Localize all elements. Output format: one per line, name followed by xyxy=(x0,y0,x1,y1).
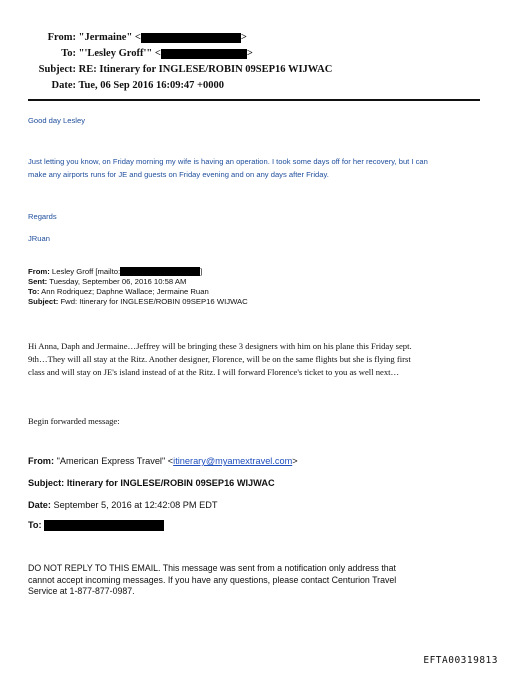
bates-number: EFTA00319813 xyxy=(423,655,498,666)
redaction-box xyxy=(161,49,247,59)
reply-body: Just letting you know, on Friday morning my wife is having an operation. I took some days off for her recovery, but I can make any airports runs for JE and guests on Friday evening and on any days after Friday. xyxy=(28,157,428,179)
subject-label: Subject: xyxy=(38,64,76,75)
to-value: "'Lesley Groff'" < xyxy=(78,48,161,59)
header-divider xyxy=(28,99,480,101)
header-subject-row xyxy=(28,62,332,78)
amex-date-row: Date: September 5, 2016 at 12:42:08 PM EDT xyxy=(28,500,218,510)
signature: JRuan xyxy=(28,234,50,243)
subject-value: RE: Itinerary for INGLESE/ROBIN 09SEP16 WIJWAC xyxy=(78,64,333,75)
amex-from-row: From: "American Express Travel" <itinerary@myamextravel.com> xyxy=(28,456,298,466)
from-label: From: xyxy=(47,32,76,43)
from-value: "Jermaine" < xyxy=(78,32,141,43)
amex-email-link[interactable]: itinerary@myamextravel.com xyxy=(173,456,293,466)
redaction-box xyxy=(141,33,241,43)
date-value: Tue, 06 Sep 2016 16:09:47 +0000 xyxy=(78,80,225,91)
email-header xyxy=(28,30,332,94)
date-label: Date: xyxy=(51,80,76,91)
no-reply-notice: DO NOT REPLY TO THIS EMAIL. This message was sent from a notification only address that cannot accept incoming messages. If you have any questions, please contact Centurion Travel Service at 1-877-877-0987. xyxy=(28,563,397,596)
header-from-row: From: "Jermaine" < > xyxy=(28,30,332,46)
header-date-row xyxy=(28,78,332,94)
redaction-box xyxy=(44,520,164,531)
amex-subject-row: Subject: Itinerary for INGLESE/ROBIN 09SEP16 WIJWAC xyxy=(28,478,275,488)
header-to-row: To: "'Lesley Groff'" < > xyxy=(28,46,332,62)
forwarded-header: From: Lesley Groff [mailto: ] Sent: Tuesday, September 06, 2016 10:58 AM To: Ann Rodriquez; Daphne Wallace; Jermaine Ruan Subject: Fwd: Itinerary for INGLESE/ROBIN 09SEP16 WIJWAC xyxy=(28,267,248,306)
redaction-box xyxy=(120,267,200,276)
greeting: Good day Lesley xyxy=(28,116,85,125)
begin-forwarded: Begin forwarded message: xyxy=(28,416,120,426)
lesley-message: Hi Anna, Daph and Jermaine…Jeffrey will be bringing these 3 designers with him on his plane this Friday sept. 9th…They will all stay at the Ritz. Another designer, Florence, will be on the same flights but she is flying first class and will stay on JE's island instead of at the Ritz. I will forward Florence's ticket to you as well next… xyxy=(28,341,412,377)
regards: Regards xyxy=(28,212,57,221)
amex-to-row: To: xyxy=(28,520,164,531)
to-label: To: xyxy=(61,48,76,59)
